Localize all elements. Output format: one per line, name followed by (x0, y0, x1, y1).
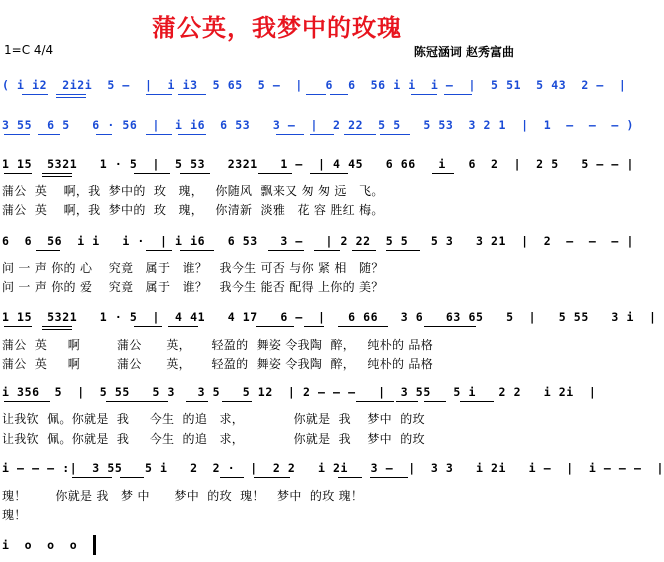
beam (386, 250, 420, 251)
lyrics-line-2a: 问 一 声 你的 心 究竟 属于 谁？ 我今生 可否 与你 紧 相 随？ (2, 261, 384, 275)
beam (356, 401, 394, 402)
lyrics-line-4a: 让我钦 佩。你就是 我 今生 的追 求， 你就是 我 梦中 的玫 (2, 412, 425, 426)
beam (146, 94, 172, 95)
beam (222, 401, 252, 402)
beam (120, 477, 144, 478)
ending-line: i o o o (2, 538, 78, 552)
beam (180, 173, 210, 174)
beam (134, 173, 170, 174)
beam (42, 173, 72, 174)
beam (310, 134, 334, 135)
beam (4, 134, 30, 135)
beam (178, 94, 206, 95)
beam (396, 401, 418, 402)
beam (42, 326, 72, 327)
beam (338, 326, 388, 327)
beam (38, 134, 60, 135)
notes-line-2: 6 6 56 i i i · | i i6 6 53 3 – | 2 22 5 5 5 3 3 21 | 2 – – – | (2, 234, 634, 248)
beam (460, 401, 494, 402)
notes-line-5: i – – – :| 3 55 5 i 2 2 · | 2 2 i 2i 3 – | 3 3 i 2i i – | i – – – | (2, 461, 664, 475)
beam (22, 94, 48, 95)
beam (258, 173, 292, 174)
beam (42, 329, 72, 330)
beam (411, 94, 437, 95)
beam (314, 250, 340, 251)
intro-line-1: ( i i2 2i2i 5 – | i i3 5 65 5 – | 6 6 56 i i i – | 5 51 5 43 2 – | (2, 78, 627, 92)
song-title: 蒲公英，我梦中的玫瑰 (152, 13, 402, 42)
beam (380, 134, 410, 135)
beam (344, 134, 376, 135)
lyrics-line-2b: 问 一 声 你的 爱 究竟 属于 谁？ 我今生 能否 配得 上你的 美？ (2, 280, 384, 294)
lyrics-line-3a: 蒲公 英 啊 蒲公 英， 轻盈的 舞姿 令我陶 醉， 纯朴的 品格 (2, 338, 434, 352)
lyrics-line-5a: 瑰！ 你就是 我 梦 中 梦中 的玫 瑰！ 梦中 的玫 瑰！ (2, 489, 364, 503)
lyrics-line-4b: 让我钦 佩。你就是 我 今生 的追 求， 你就是 我 梦中 的玫 (2, 432, 425, 446)
beam (220, 477, 244, 478)
beam (276, 134, 304, 135)
beam (106, 401, 146, 402)
lyrics-line-3b: 蒲公 英 啊 蒲公 英， 轻盈的 舞姿 令我陶 醉， 纯朴的 品格 (2, 357, 434, 371)
beam (370, 477, 408, 478)
beam (178, 134, 206, 135)
beam (424, 401, 446, 402)
beam (338, 477, 362, 478)
beam (180, 250, 214, 251)
beam (56, 97, 86, 98)
lyrics-line-5b: 瑰！ (2, 508, 27, 522)
beam (146, 250, 172, 251)
key-signature: 1=C 4/4 (4, 43, 54, 57)
beam (134, 326, 162, 327)
beam (56, 94, 86, 95)
notes-line-3: 1 15 5321 1 · 5 | 4 41 4 17 6 – | 6 66 3 6 63 65 5 | 5 55 3 i | (2, 310, 657, 324)
beam (4, 326, 32, 327)
final-barline (93, 535, 96, 555)
beam (306, 94, 326, 95)
beam (330, 94, 348, 95)
beam (4, 173, 32, 174)
beam (256, 326, 294, 327)
beam (432, 173, 454, 174)
beam (352, 250, 376, 251)
credits: 陈冠涵词 赵秀富曲 (413, 45, 514, 59)
beam (96, 134, 112, 135)
beam (4, 401, 50, 402)
beam (304, 326, 324, 327)
notes-line-4: i 356 5 | 5 55 5 3 3 5 5 12 | 2 – – – | 3 55 5 i 2 2 i 2i | (2, 385, 597, 399)
beam (268, 250, 304, 251)
beam (168, 326, 198, 327)
beam (72, 477, 112, 478)
beam (310, 173, 348, 174)
beam (36, 250, 60, 251)
beam (42, 176, 72, 177)
intro-line-2: 3 55 6 5 6 · 56 | i i6 6 53 3 – | 2 22 5 5 5 53 3 2 1 | 1 – – – ) (2, 118, 634, 132)
beam (444, 94, 472, 95)
notes-line-1: 1 15 5321 1 · 5 | 5 53 2321 1 – | 4 45 6 66 i 6 2 | 2 5 5 – – | (2, 157, 634, 171)
beam (424, 326, 476, 327)
beam (186, 401, 208, 402)
beam (146, 401, 168, 402)
lyrics-line-1a: 蒲公 英 啊，我 梦中的 玫 瑰， 你随风 飘来又 匆 匆 远 飞。 (2, 184, 384, 198)
beam (254, 477, 290, 478)
lyrics-line-1b: 蒲公 英 啊，我 梦中的 玫 瑰， 你清新 淡雅 花 容 胜红 梅。 (2, 203, 384, 217)
beam (146, 134, 172, 135)
